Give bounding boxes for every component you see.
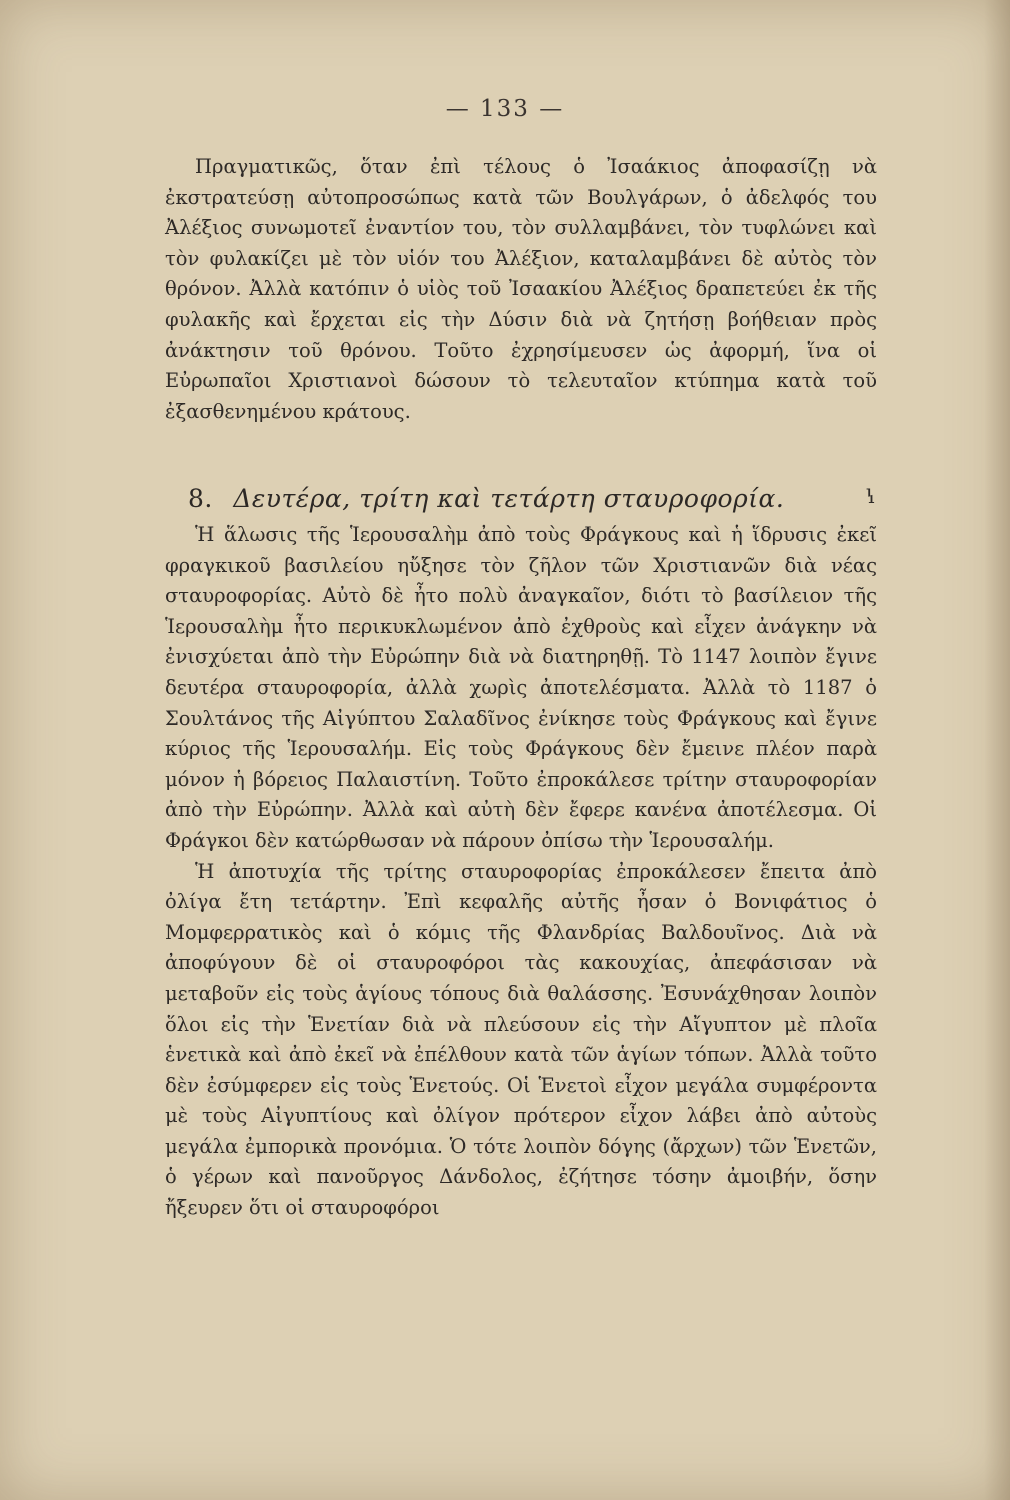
paragraph: Ἡ ἀποτυχία τῆς τρίτης σταυροφορίας ἐπροκάλεσεν ἔπειτα ἀπὸ ὀλίγα ἔτη τετάρτην. Ἐπὶ κεφαλῆς αὐτῆς ἦσαν ὁ Βονιφάτιος ὁ Μομφερρατικὸς καὶ ὁ κόμις τῆς Φλανδρίας Βαλδουῖνος. Διὰ νὰ ἀποφύγουν δὲ οἱ σταυροφόροι τὰς κακουχίας, ἀπεφάσισαν νὰ μεταβοῦν εἰς τοὺς ἁγίους τόπους διὰ θαλάσσης. Ἐσυνάχθησαν λοιπὸν ὅλοι εἰς τὴν Ἑνετίαν διὰ νὰ πλεύσουν εἰς τὴν Αἴγυπτον μὲ πλοῖα ἑνετικὰ καὶ ἀπὸ ἐκεῖ νὰ ἐπέλθουν κατὰ τῶν ἁγίων τόπων. Ἀλλὰ τοῦτο δὲν ἐσύμφερεν εἰς τοὺς Ἑνετούς. Οἱ Ἑνετοὶ εἶχον μεγάλα συμφέροντα μὲ τοὺς Αἰγυπτίους καὶ ὀλίγον πρότερον εἶχον λάβει ἀπὸ αὐτοὺς μεγάλα ἐμπορικὰ προνόμια. Ὁ τότε λοιπὸν δόγης (ἄρχων) τῶν Ἑνετῶν, ὁ γέρων καὶ πανοῦργος Δάνδολος, ἐζήτησε τόσην ἀμοιβήν, ὅσην ἤξευρεν ὅτι οἱ σταυροφόροι — [165, 859, 877, 1220]
margin-mark: ꝇ — [866, 484, 875, 508]
paragraph: Ἡ ἅλωσις τῆς Ἱερουσαλὴμ ἀπὸ τοὺς Φράγκους καὶ ἡ ἵδρυσις ἐκεῖ φραγκικοῦ βασιλείου ηὔξησε τὸν ζῆλον τῶν Χριστιανῶν διὰ νέας σταυροφορίας. Αὐτὸ δὲ ἦτο πολὺ ἀναγκαῖον, διότι τὸ βασίλειον τῆς Ἱερουσαλὴμ ἦτο περικυκλωμένον ἀπὸ ἐχθροὺς καὶ εἶχεν ἀνάγκην νὰ ἐνισχύεται ἀπὸ τὴν Εὐρώπην διὰ νὰ διατηρηθῇ. Τὸ 1147 λοιπὸν ἔγινε δευτέρα σταυροφορία, ἀλλὰ χωρὶς ἀποτελέσματα. Ἀλλὰ τὸ 1187 ὁ Σουλτάνος τῆς Αἰγύπτου Σαλαδῖνος ἐνίκησε τοὺς Φράγκους καὶ ἔγινε κύριος τῆς Ἱερουσαλήμ. Εἰς τοὺς Φράγκους δὲν ἔμεινε πλέον παρὰ μόνον ἡ βόρειος Παλαιστίνη. Τοῦτο ἐπροκάλεσε τρίτην σταυροφορίαν ἀπὸ τὴν Εὐρώπην. Ἀλλὰ καὶ αὐτὴ δὲν ἔφερε κανένα ἀποτέλεσμα. Οἱ Φράγκοι δὲν κατώρθωσαν νὰ πάρουν ὀπίσω τὴν Ἱερουσαλήμ. — [165, 523, 877, 852]
section-heading — [188, 484, 888, 513]
text-block-crusades — [165, 520, 877, 1224]
page-number: — 133 — — [445, 96, 565, 122]
section-title: Δευτέρα, τρίτη καὶ τετάρτη σταυροφορία. — [233, 484, 785, 513]
text-block-intro — [165, 152, 877, 427]
page-edge-shadow — [984, 0, 1010, 1500]
paragraph: Πραγματικῶς, ὅταν ἐπὶ τέλους ὁ Ἰσαάκιος ἀποφασίζῃ νὰ ἐκστρατεύσῃ αὐτοπροσώπως κατὰ τῶν Βουλγάρων, ὁ ἀδελφός του Ἀλέξιος συνωμοτεῖ ἐναντίον του, τὸν συλλαμβάνει, τὸν τυφλώνει καὶ τὸν φυλακίζει μὲ τὸν υἱόν του Ἀλέξιον, καταλαμβάνει δὲ αὐτὸς τὸν θρόνον. Ἀλλὰ κατόπιν ὁ υἱὸς τοῦ Ἰσαακίου Ἀλέξιος δραπετεύει ἐκ τῆς φυλακῆς καὶ ἔρχεται εἰς τὴν Δύσιν διὰ νὰ ζητήσῃ βοήθειαν πρὸς ἀνάκτησιν τοῦ θρόνου. Τοῦτο ἐχρησίμευσεν ὡς ἀφορμή, ἵνα οἱ Εὐρωπαῖοι Χριστιανοὶ δώσουν τὸ τελευταῖον κτύπημα κατὰ τοῦ ἐξασθενημένου κράτους. — [165, 155, 877, 423]
section-number: 8. — [188, 484, 213, 513]
